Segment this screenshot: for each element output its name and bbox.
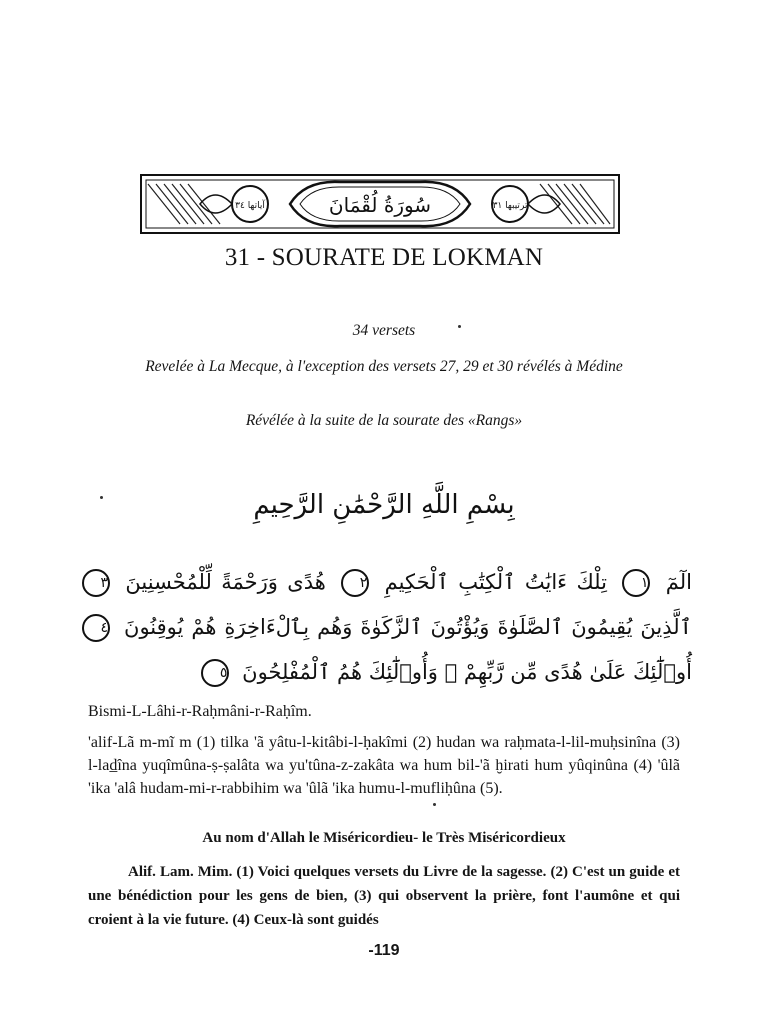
arabic-verse: تِلْكَ ءَايَٰتُ ٱلْكِتَٰبِ ٱلْحَكِيمِ	[384, 570, 607, 594]
arabic-verse: هُدًى وَرَحْمَةً لِّلْمُحْسِنِينَ	[125, 570, 326, 594]
ornament-surah-name: سُورَةُ لُقْمَانَ	[328, 193, 432, 217]
ornament-surah-order: ترتيبها ٣١	[492, 201, 528, 211]
verse-number-marker: ٤	[82, 614, 110, 642]
transliteration-text: 'alif-Lã m-mĩ m (1) tilka 'ã yâtu-l-kitâbi-l-ḥakîmi (2) hudan wa raḥmata-l-lil-muḥsinîna (3) l-lad̲îna yuqîmûna-ṣ-ṣalâta wa yu'tûna-z-zakâta wa hum bil-'ã ḫirati hum yûqinûna (4) 'ûlã 'ika 'alâ hudam-mi-r-rabbihim wa 'ûlã 'ika humu-l-mufliḥûna (5).	[88, 734, 680, 797]
revelation-order-note: Révélée à la suite de la sourate des «Rangs»	[245, 412, 523, 429]
surah-header-ornament	[140, 172, 620, 236]
verse-count: 34 versets	[352, 322, 416, 339]
french-basmala-heading: Au nom d'Allah le Miséricordieu- le Très Miséricordieux	[202, 830, 566, 846]
arabic-verse: الٓمٓ	[665, 570, 692, 594]
scan-speck	[100, 496, 103, 499]
revelation-note: Revelée à La Mecque, à l'exception des versets 27, 29 et 30 révélés à Médine	[145, 358, 623, 375]
scan-speck	[458, 325, 461, 328]
verse-number-marker: ٢	[341, 569, 369, 597]
arabic-verse: أُو۟لَٰٓئِكَ عَلَىٰ هُدًى مِّن رَّبِّهِمْ ۖ وَأُو۟لَٰٓئِكَ هُمُ ٱلْمُفْلِحُونَ	[242, 660, 692, 684]
verse-number-marker: ١	[622, 569, 650, 597]
surah-title: 31 - SOURATE DE LOKMAN	[224, 244, 544, 271]
scan-speck	[433, 803, 436, 806]
transliteration-basmala: Bismi-L-Lâhi-r-Raḥmâni-r-Raḥîm.	[88, 703, 312, 720]
arabic-basmala: بِسْمِ اللَّهِ الرَّحْمَٰنِ الرَّحِيمِ	[253, 490, 515, 520]
french-translation: Alif. Lam. Mim. (1) Voici quelques versets du Livre de la sagesse. (2) C'est un guide et une bénédiction pour les gens de bien, (3) qui observent la prière, font l'aumône et qui croient à la vie future. (4) Ceux-là sont guidés	[88, 864, 680, 928]
ornament-verse-count: آياتها ٣٤	[235, 201, 265, 211]
arabic-verse: ٱلَّذِينَ يُقِيمُونَ ٱلصَّلَوٰةَ وَيُؤْتُونَ ٱلزَّكَوٰةَ وَهُم بِٱلْءَاخِرَةِ هُمْ يُوقِنُونَ	[124, 615, 692, 639]
verse-number-marker: ٥	[201, 659, 229, 687]
page-number: -119	[368, 942, 400, 959]
ornament-band-graphic	[140, 172, 620, 236]
verse-number-marker: ٣	[82, 569, 110, 597]
arabic-verses	[76, 560, 692, 695]
